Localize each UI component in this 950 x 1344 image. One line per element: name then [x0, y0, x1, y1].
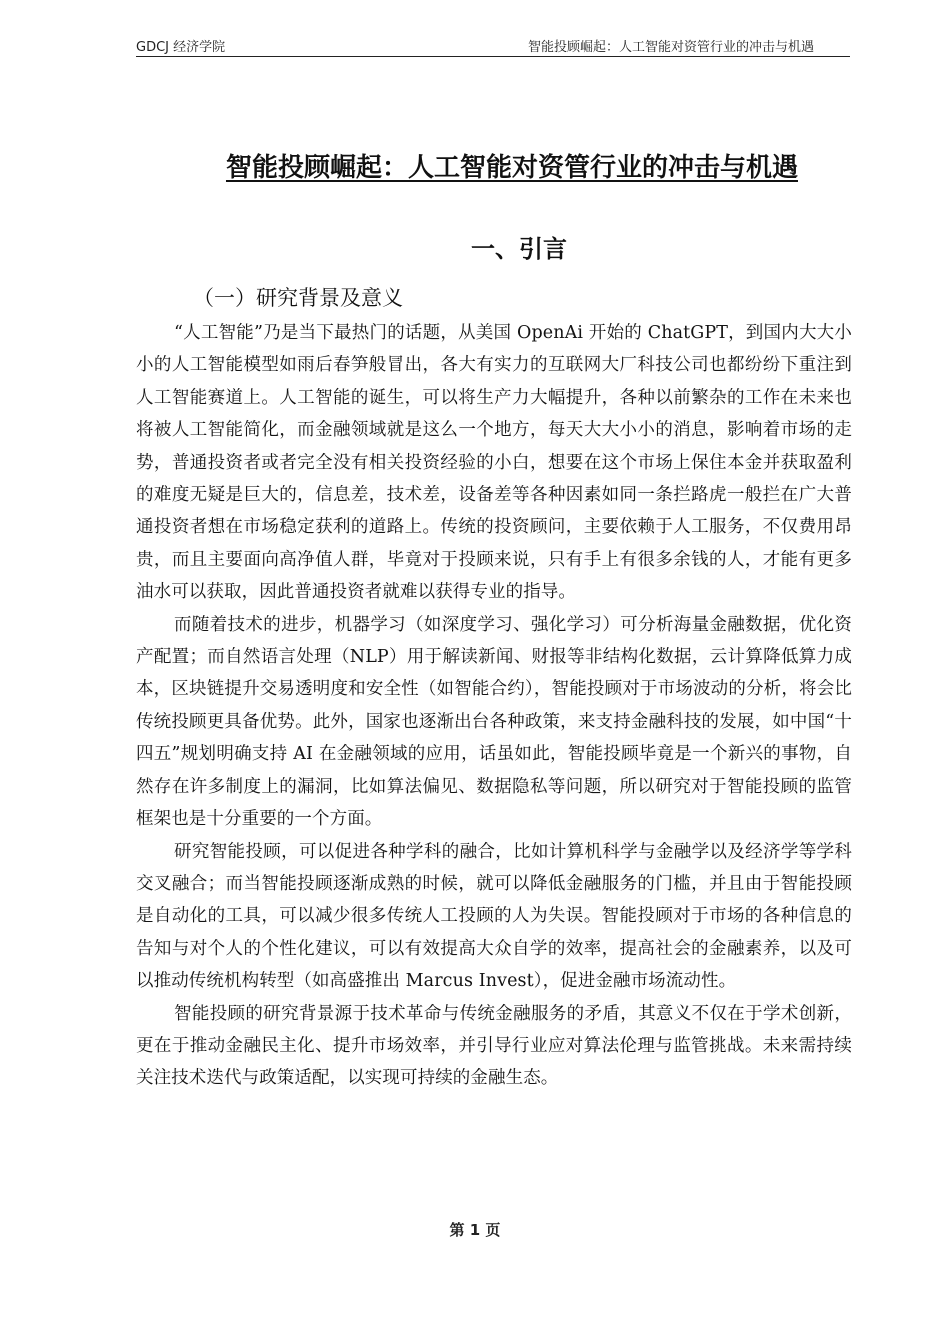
- header-paper-title: 智能投顾崛起：人工智能对资管行业的冲击与机遇: [527, 40, 814, 55]
- page-number: 第 1 页: [449, 1221, 501, 1239]
- paper-title: 智能投顾崛起：人工智能对资管行业的冲击与机遇: [225, 153, 798, 183]
- subsection-heading: （一）研究背景及意义: [193, 286, 403, 310]
- paragraph-1: “人工智能”乃是当下最热门的话题，从美国 OpenAi 开始的 ChatGPT，到国内大大小小的人工智能模型如雨后春笋般冒出，各大有实力的互联网大厂科技公司也都纷纷下重注到人工智能赛道上。人工智能的诞生，可以将生产力大幅提升，各种以前繁杂的工作在未来也将被人工智能简化，而金融领域就是这么一个地方，每天大大小小的消息，影响着市场的走势，普通投资者或者完全没有相关投资经验的小白，想要在这个市场上保住本金并获取盈利的难度无疑是巨大的，信息差，技术差，设备差等各种因素如同一条拦路虎一般拦在广大普通投资者想在市场稳定获利的道路上。传统的投资顾问，主要依赖于人工服务，不仅费用昂贵，而且主要面向高净值人群，毕竟对于投顾来说，只有手上有很多余钱的人，才能有更多油水可以获取，因此普通投资者就难以获得专业的指导。: [136, 323, 852, 603]
- body-text: [136, 317, 852, 1095]
- paragraph-3: 研究智能投顾，可以促进各种学科的融合，比如计算机科学与金融学以及经济学等学科交叉融合；而当智能投顾逐渐成熟的时候，就可以降低金融服务的门槛，并且由于智能投顾是自动化的工具，可以减少很多传统人工投顾的人为失误。智能投顾对于市场的各种信息的告知与对个人的个性化建议，可以有效提高大众自学的效率，提高社会的金融素养，以及可以推动传统机构转型（如高盛推出 Marcus Invest），促进金融市场流动性。: [136, 841, 852, 992]
- running-header: [136, 34, 850, 57]
- header-institution: GDCJ 经济学院: [136, 40, 226, 55]
- section-heading: 一、引言: [471, 235, 567, 263]
- paragraph-4: 智能投顾的研究背景源于技术革命与传统金融服务的矛盾，其意义不仅在于学术创新，更在于推动金融民主化、提升市场效率，并引导行业应对算法伦理与监管挑战。未来需持续关注技术迭代与政策适配，以实现可持续的金融生态。: [136, 1003, 852, 1089]
- paragraph-2: 而随着技术的进步，机器学习（如深度学习、强化学习）可分析海量金融数据，优化资产配置；而自然语言处理（NLP）用于解读新闻、财报等非结构化数据，云计算降低算力成本，区块链提升交易透明度和安全性（如智能合约），智能投顾对于市场波动的分析，将会比传统投顾更具备优势。此外，国家也逐渐出台各种政策，来支持金融科技的发展，如中国“十四五”规划明确支持 AI 在金融领域的应用，话虽如此，智能投顾毕竟是一个新兴的事物，自然存在许多制度上的漏洞，比如算法偏见、数据隐私等问题，所以研究对于智能投顾的监管框架也是十分重要的一个方面。: [136, 614, 852, 830]
